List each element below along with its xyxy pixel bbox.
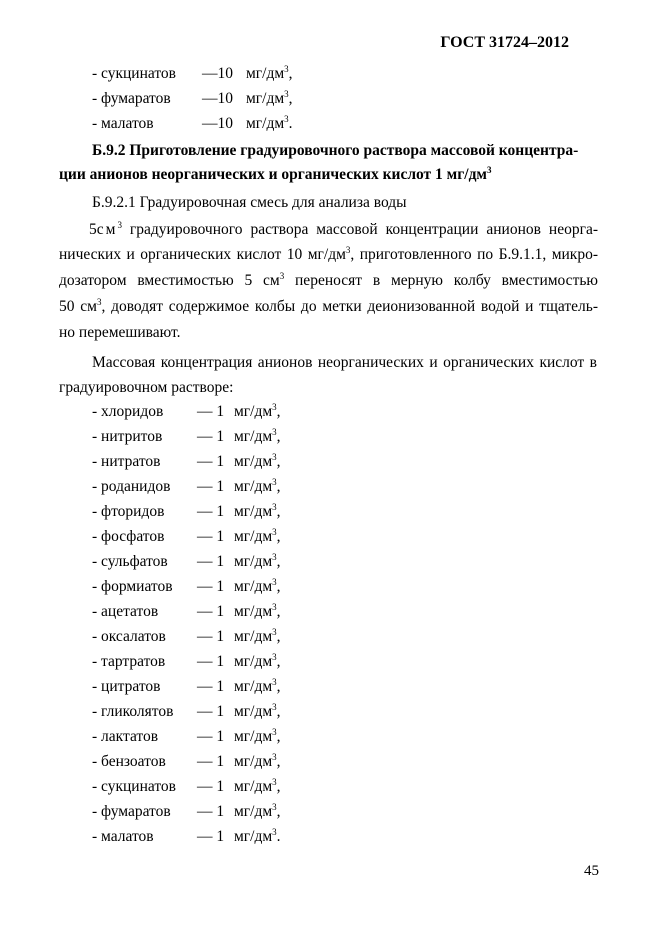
concentration-unit: $мг/дм^3$, [246,64,293,82]
analyte-name: - сульфатов [92,553,168,570]
document-header: ГОСТ 31724–2012 [440,34,569,51]
concentration-value: —10 [202,115,233,132]
concentration-unit: $мг/дм^3$, [234,777,281,795]
concentration-value: — 1 [197,753,225,770]
concentration-unit: $мг/дм^3$, [234,627,281,645]
concentration-value: — 1 [197,528,225,545]
concentration-value: — 1 [197,428,225,445]
concentration-unit: $мг/дм^3$, [234,452,281,470]
concentration-unit: $мг/дм^3$. [246,114,293,132]
concentration-unit: $мг/дм^3$, [234,552,281,570]
concentration-value: — 1 [197,828,225,845]
concentration-unit: $мг/дм^3$, [234,502,281,520]
concentration-value: — 1 [197,453,225,470]
para2-line1: Массовая концентрация анионов неорганических и органических кислот в [92,354,597,371]
analyte-name: - сукцинатов [92,65,176,82]
para1-line5: но перемешивают. [59,324,181,341]
analyte-name: - формиатов [92,578,173,595]
concentration-value: — 1 [197,403,225,420]
analyte-name: - фумаратов [92,90,171,107]
concentration-unit: $мг/дм^3$, [234,677,281,695]
concentration-unit: $мг/дм^3$, [234,427,281,445]
analyte-name: - сукцинатов [92,778,176,795]
analyte-name: - оксалатов [92,628,166,645]
concentration-value: —10 [202,65,233,82]
analyte-name: - лактатов [92,728,159,745]
subsection-title: Б.9.2.1 Градуировочная смесь для анализа воды [92,194,407,211]
concentration-value: —10 [202,90,233,107]
analyte-name: - хлоридов [92,403,164,420]
concentration-value: — 1 [197,478,225,495]
analyte-name: - фумаратов [92,803,171,820]
para1-line1: $5см^3$ градуировочного раствора массовой концентрации анионов неорга- [89,220,598,238]
concentration-value: — 1 [197,778,225,795]
concentration-value: — 1 [197,653,225,670]
concentration-value: — 1 [197,703,225,720]
section-title-line1: Б.9.2 Приготовление градуировочного раствора массовой концентра- [92,142,579,159]
concentration-value: — 1 [197,578,225,595]
concentration-unit: $мг/дм^3$, [234,802,281,820]
concentration-unit: $мг/дм^3$, [234,727,281,745]
concentration-value: — 1 [197,603,225,620]
concentration-unit: $мг/дм^3$, [246,89,293,107]
concentration-value: — 1 [197,553,225,570]
analyte-name: - ацетатов [92,603,159,620]
concentration-value: — 1 [197,503,225,520]
concentration-value: — 1 [197,628,225,645]
analyte-name: - гликолятов [92,703,174,720]
analyte-name: - нитритов [92,428,163,445]
concentration-unit: $мг/дм^3$, [234,702,281,720]
concentration-unit: $мг/дм^3$, [234,402,281,420]
analyte-name: - малатов [92,828,154,845]
concentration-unit: $мг/дм^3$, [234,652,281,670]
analyte-name: - малатов [92,115,154,132]
concentration-unit: $мг/дм^3$, [234,752,281,770]
analyte-name: - тартратов [92,653,166,670]
concentration-unit: $мг/дм^3$. [234,827,281,845]
page-number: 45 [584,863,599,879]
analyte-name: - нитратов [92,453,161,470]
analyte-name: - фосфатов [92,528,165,545]
concentration-unit: $мг/дм^3$, [234,577,281,595]
concentration-unit: $мг/дм^3$, [234,527,281,545]
para1-line4: 50 $см^3$, доводят содержимое колбы до метки деионизованной водой и тщатель- [59,297,598,315]
analyte-name: - цитратов [92,678,161,695]
para1-line3: дозатором вместимостью 5 $см^3$ переносят в мерную колбу вместимостью [59,271,598,289]
analyte-name: - роданидов [92,478,171,495]
para2-line2: градуировочном растворе: [59,379,234,396]
concentration-value: — 1 [197,678,225,695]
analyte-name: - бензоатов [92,753,166,770]
concentration-value: — 1 [197,803,225,820]
para1-line2: нических и органических кислот 10 $мг/дм^3$, приготовленного по Б.9.1.1, микро- [59,245,598,263]
concentration-unit: $мг/дм^3$, [234,602,281,620]
section-title-line2: ции анионов неорганических и органических кислот 1 $мг/дм^3$ [59,165,492,183]
analyte-name: - фторидов [92,503,165,520]
concentration-value: — 1 [197,728,225,745]
concentration-unit: $мг/дм^3$, [234,477,281,495]
